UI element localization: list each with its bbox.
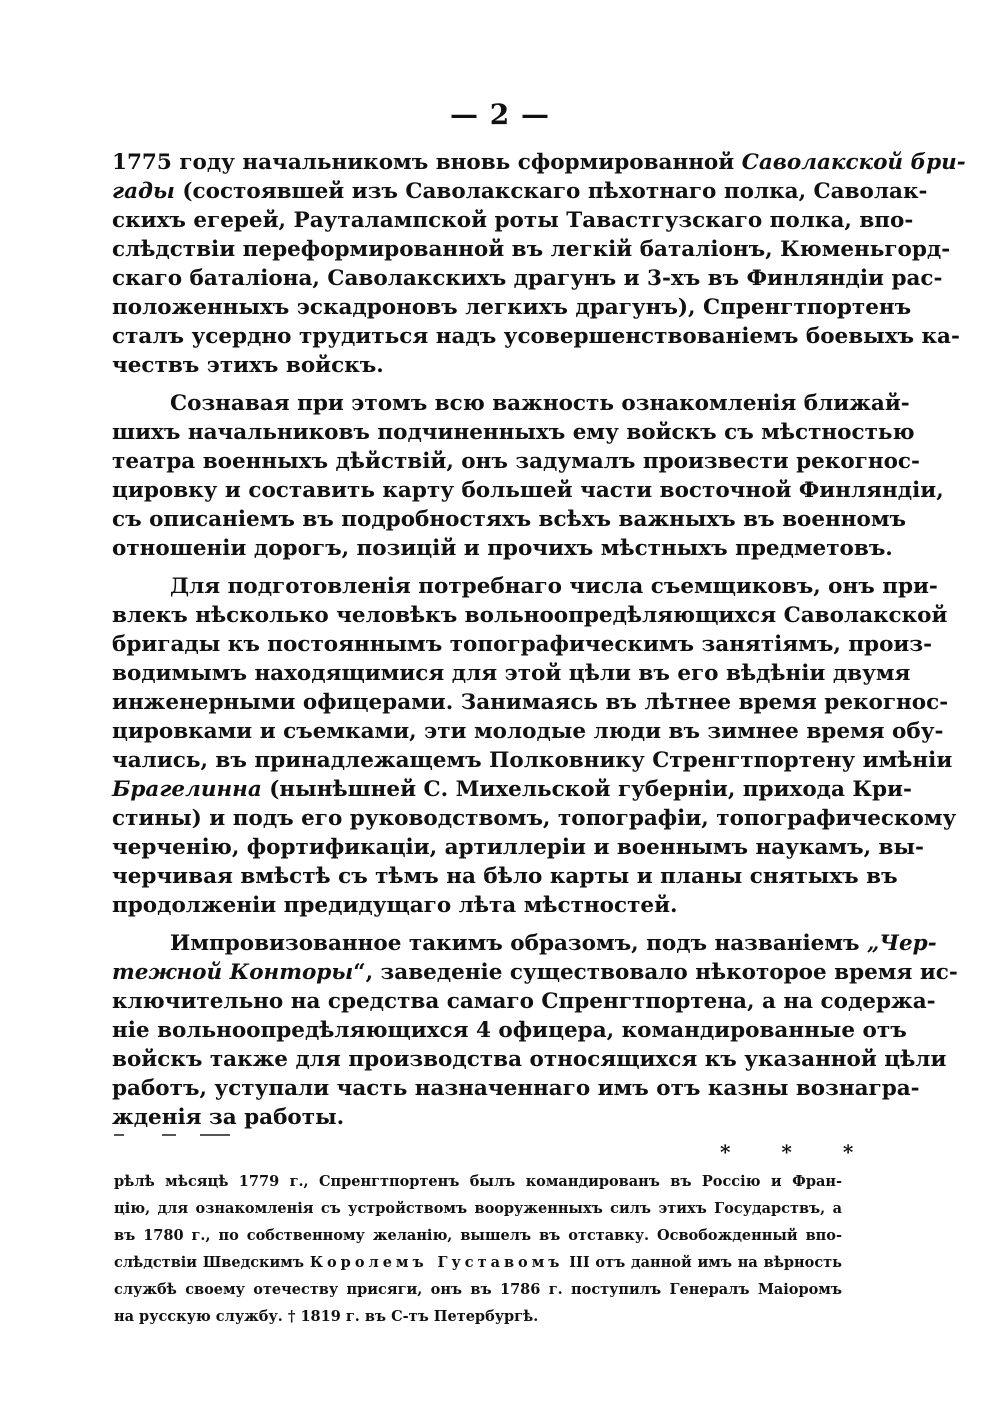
footnote xyxy=(114,1168,842,1330)
footnote-line: службѣ своему отечеству присяги, онъ въ 1786 г. поступилъ Генералъ Маіоромъ xyxy=(114,1281,842,1298)
text-line: Для подготовленія потребнаго числа съемщиковъ, онъ при- xyxy=(170,574,938,599)
text-line: влекъ нѣсколько человѣкъ вольноопредѣляющихся Саволакской xyxy=(112,603,948,628)
text-line: работъ, уступали часть назначеннаго имъ отъ казны вознагра- xyxy=(112,1076,920,1101)
text-line: черченію, фортификаціи, артиллеріи и военнымъ наукамъ, вы- xyxy=(112,835,924,860)
section-stars: * * * xyxy=(720,1140,876,1164)
text-line: водимымъ находящимися для этой цѣли въ его вѣдѣніи двумя xyxy=(112,661,911,686)
paragraph-2 xyxy=(112,389,944,563)
footnote-line: рѣлѣ мѣсяцѣ 1779 г., Спренгтпортенъ былъ командированъ въ Россію и Фран- xyxy=(114,1173,842,1190)
text-line: стины) и подъ его руководствомъ, топографіи, топографическому xyxy=(112,806,957,831)
page-number: — 2 — xyxy=(450,98,550,131)
text-line: 1775 году начальникомъ вновь сформированной Саволакской бри- xyxy=(112,150,966,175)
text-line: инженерными офицерами. Занимаясь въ лѣтнее время рекогнос- xyxy=(112,690,949,715)
footnote-line: въ 1780 г., по собственному желанію, вышелъ въ отставку. Освобожденный впо- xyxy=(114,1227,842,1244)
text-line: гады (состоявшей изъ Саволакскаго пѣхотнаго полка, Саволак- xyxy=(112,179,928,204)
text-line: цировками и съемками, эти молодые люди въ зимнее время обу- xyxy=(112,719,944,744)
paragraph-3 xyxy=(112,572,957,920)
text-line: продолженіи предидущаго лѣта мѣстностей. xyxy=(112,893,678,918)
text-line: ніе вольноопредѣляющихся 4 офицера, командированные отъ xyxy=(112,1018,907,1043)
text-line: положенныхъ эскадроновъ легкихъ драгунъ), Спренгтпортенъ xyxy=(112,295,912,320)
main-text xyxy=(112,148,966,1132)
text-line: войскъ также для производства относящихся къ указанной цѣли xyxy=(112,1047,947,1072)
text-line: Брагелинна (нынѣшней С. Михельской губерніи, прихода Кри- xyxy=(112,777,912,802)
text-line: слѣдствіи переформированной въ легкій баталіонъ, Кюменьгорд- xyxy=(112,237,951,262)
text-line: черчивая вмѣстѣ съ тѣмъ на бѣло карты и планы снятыхъ въ xyxy=(112,864,898,889)
text-line: скаго баталіона, Саволакскихъ драгунъ и 3-хъ въ Финляндіи рас- xyxy=(112,266,943,291)
footnote-separator xyxy=(114,1128,234,1140)
text-line: тежной Конторы“, заведеніе существовало нѣкоторое время ис- xyxy=(112,960,958,985)
text-line: отношеніи дорогъ, позицій и прочихъ мѣстныхъ предметовъ. xyxy=(112,536,893,561)
footnote-line: цію, для ознакомленія съ устройствомъ вооруженныхъ силъ этихъ Государствъ, а xyxy=(114,1200,842,1217)
text-line: ключительно на средства самаго Спренгтпортена, а на содержа- xyxy=(112,989,936,1014)
text-line: сталъ усердно трудиться надъ усовершенствованіемъ боевыхъ ка- xyxy=(112,324,960,349)
text-line: цировку и составить карту большей части восточной Финляндіи, xyxy=(112,478,944,503)
text-line: шихъ начальниковъ подчиненныхъ ему войскъ съ мѣстностью xyxy=(112,420,915,445)
text-line: Импровизованное такимъ образомъ, подъ названіемъ „Чер- xyxy=(170,931,937,956)
paragraph-1 xyxy=(112,148,966,380)
text-line: Сознавая при этомъ всю важность ознакомленія ближай- xyxy=(170,391,910,416)
text-line: съ описаніемъ въ подробностяхъ всѣхъ важныхъ въ военномъ xyxy=(112,507,907,532)
paragraph-4 xyxy=(112,929,958,1132)
footnote-line: слѣдствіи Шведскимъ Королемъ Густавомъ III отъ данной имъ на вѣрность xyxy=(114,1254,842,1271)
text-line: скихъ егерей, Рауталампской роты Тавастгузскаго полка, впо- xyxy=(112,208,914,233)
text-line: театра военныхъ дѣйствій, онъ задумалъ произвести рекогнос- xyxy=(112,449,920,474)
text-line: бригады къ постояннымъ топографическимъ занятіямъ, произ- xyxy=(112,632,933,657)
text-line: жденія за работы. xyxy=(112,1105,345,1130)
footnote-line: на русскую службу. † 1819 г. въ С-тъ Петербургѣ. xyxy=(114,1308,539,1325)
text-line: чались, въ принадлежащемъ Полковнику Стренгтпортену имѣніи xyxy=(112,748,953,773)
text-line: чествъ этихъ войскъ. xyxy=(112,353,384,378)
